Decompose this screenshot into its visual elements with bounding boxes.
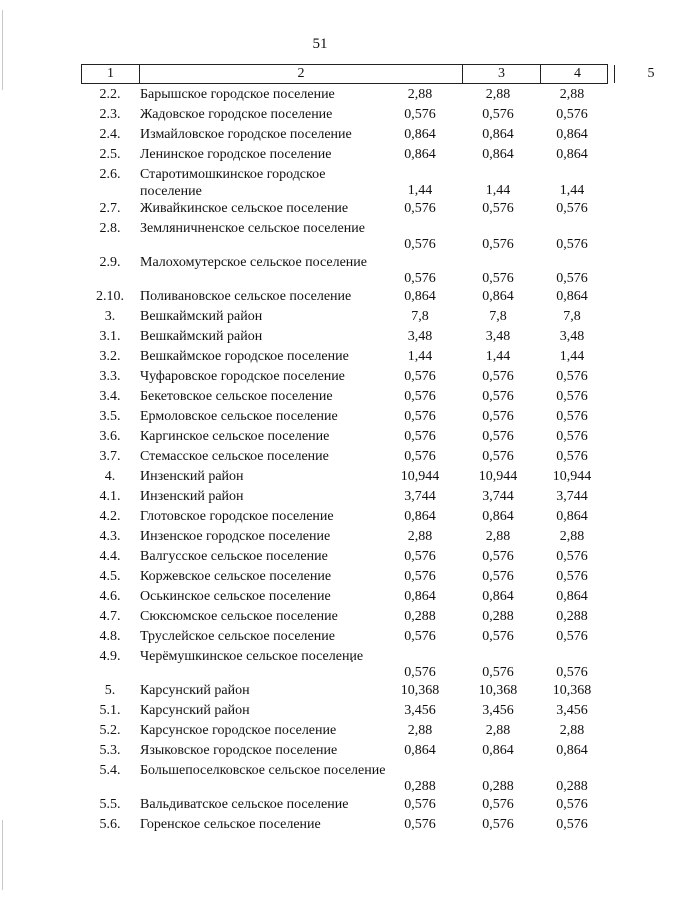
row-number: 5.3. — [99, 743, 121, 758]
value-col-5: 2,88 — [559, 87, 585, 102]
table-row — [0, 546, 640, 566]
row-number: 3.2. — [99, 349, 121, 364]
value-col-5: 1,44 — [559, 183, 585, 198]
settlement-name: Каргинское сельское поселение — [140, 429, 330, 444]
value-col-4: 0,576 — [482, 429, 514, 444]
value-col-3: 2,88 — [407, 723, 433, 738]
value-col-3: 0,576 — [404, 665, 436, 680]
value-col-5: 3,456 — [556, 703, 588, 718]
table-row — [0, 326, 640, 346]
value-col-3: 0,576 — [404, 429, 436, 444]
value-col-5: 2,88 — [559, 723, 585, 738]
settlement-name: Ленинское городское поселение — [140, 147, 332, 162]
settlement-name: Карсунский район — [140, 683, 250, 698]
table-row — [0, 144, 640, 164]
value-col-3: 3,48 — [407, 329, 433, 344]
value-col-5: 10,944 — [552, 469, 592, 484]
row-number: 4.8. — [99, 629, 121, 644]
value-col-3: 7,8 — [411, 309, 429, 324]
table-row — [0, 794, 640, 814]
table-row — [0, 486, 640, 506]
settlement-name: Карсунское городское поселение — [140, 723, 337, 738]
row-number: 3.6. — [99, 429, 121, 444]
value-col-5: 0,576 — [556, 369, 588, 384]
value-col-5: 0,576 — [556, 237, 588, 252]
value-col-3: 0,576 — [404, 449, 436, 464]
value-col-3: 0,576 — [404, 237, 436, 252]
table-row — [0, 626, 640, 646]
settlement-name: Инзенский район — [140, 489, 244, 504]
table-row — [0, 406, 640, 426]
value-col-5: 0,576 — [556, 629, 588, 644]
row-number: 3. — [104, 309, 116, 324]
value-col-5: 0,288 — [556, 779, 588, 794]
value-col-5: 0,576 — [556, 569, 588, 584]
settlement-name: Живайкинское сельское поселение — [140, 201, 349, 216]
table-row — [0, 526, 640, 546]
value-col-5: 0,576 — [556, 665, 588, 680]
table-row — [0, 164, 640, 198]
value-col-3: 0,864 — [404, 289, 436, 304]
value-col-4: 0,288 — [482, 779, 514, 794]
value-col-4: 0,288 — [482, 609, 514, 624]
header-cell-1: 1 — [82, 65, 140, 83]
settlement-name: Труслейское сельское поселение — [140, 629, 335, 644]
settlement-name: Вешкаймское городское поселение — [140, 349, 349, 364]
row-number: 4.7. — [99, 609, 121, 624]
table-row — [0, 198, 640, 218]
row-number: 4.6. — [99, 589, 121, 604]
value-col-4: 0,576 — [482, 665, 514, 680]
row-number: 4.5. — [99, 569, 121, 584]
value-col-5: 0,576 — [556, 271, 588, 286]
value-col-4: 0,576 — [482, 369, 514, 384]
value-col-3: 0,288 — [404, 779, 436, 794]
row-number: 2.3. — [99, 107, 121, 122]
value-col-5: 0,864 — [556, 147, 588, 162]
row-number: 2.8. — [99, 221, 121, 236]
settlement-name: Стемасское сельское поселение — [140, 449, 329, 464]
table-row — [0, 566, 640, 586]
value-col-5: 3,48 — [559, 329, 585, 344]
settlement-name: Оськинское сельское поселение — [140, 589, 331, 604]
table-row — [0, 366, 640, 386]
row-number: 2.6. — [99, 167, 121, 182]
value-col-5: 0,576 — [556, 549, 588, 564]
settlement-name: Горенское сельское поселение — [140, 817, 321, 832]
header-cell-3: 3 — [463, 65, 541, 83]
value-col-4: 0,576 — [482, 569, 514, 584]
value-col-3: 0,864 — [404, 127, 436, 142]
value-col-4: 0,576 — [482, 549, 514, 564]
value-col-4: 2,88 — [485, 87, 511, 102]
value-col-4: 1,44 — [485, 349, 511, 364]
table-row — [0, 606, 640, 626]
table-body — [0, 84, 640, 834]
settlement-name: Малохомутерское сельское поселение — [140, 255, 368, 270]
value-col-5: 3,744 — [556, 489, 588, 504]
table-row — [0, 466, 640, 486]
row-number: 5. — [104, 683, 116, 698]
value-col-4: 0,576 — [482, 449, 514, 464]
settlement-name: Вешкаймский район — [140, 329, 263, 344]
settlement-name: Поливановское сельское поселение — [140, 289, 352, 304]
row-number: 3.5. — [99, 409, 121, 424]
table-row — [0, 700, 640, 720]
row-number: 2.4. — [99, 127, 121, 142]
row-number: 5.5. — [99, 797, 121, 812]
row-number: 4.3. — [99, 529, 121, 544]
value-col-5: 0,864 — [556, 509, 588, 524]
page-number: 51 — [312, 36, 328, 52]
value-col-5: 0,576 — [556, 429, 588, 444]
value-col-3: 0,576 — [404, 629, 436, 644]
row-number: 4.4. — [99, 549, 121, 564]
value-col-3: 0,576 — [404, 201, 436, 216]
settlement-name: Глотовское городское поселение — [140, 509, 334, 524]
value-col-5: 0,288 — [556, 609, 588, 624]
value-col-5: 0,864 — [556, 289, 588, 304]
value-col-4: 0,576 — [482, 389, 514, 404]
table-row — [0, 446, 640, 466]
settlement-name: Коржевское сельское поселение — [140, 569, 332, 584]
value-col-4: 0,576 — [482, 271, 514, 286]
value-col-5: 0,576 — [556, 797, 588, 812]
value-col-5: 7,8 — [563, 309, 581, 324]
value-col-3: 1,44 — [407, 349, 433, 364]
value-col-5: 0,576 — [556, 201, 588, 216]
settlement-name: Валгусское сельское поселение — [140, 549, 328, 564]
settlement-name: Ермоловское сельское поселение — [140, 409, 338, 424]
header-cell-2: 2 — [140, 65, 463, 83]
table-row — [0, 506, 640, 526]
settlement-name: Инзенский район — [140, 469, 244, 484]
settlement-name: Сюксюмское сельское поселение — [140, 609, 338, 624]
row-number: 2.10. — [96, 289, 124, 304]
value-col-4: 0,576 — [482, 797, 514, 812]
value-col-5: 2,88 — [559, 529, 585, 544]
header-cell-5: 5 — [647, 66, 655, 81]
row-number: 5.2. — [99, 723, 121, 738]
value-col-3: 0,576 — [404, 569, 436, 584]
value-col-5: 10,368 — [552, 683, 592, 698]
value-col-4: 0,576 — [482, 201, 514, 216]
value-col-4: 0,864 — [482, 127, 514, 142]
row-number: 2.5. — [99, 147, 121, 162]
value-col-5: 0,576 — [556, 409, 588, 424]
settlement-name: Измайловское городское поселение — [140, 127, 352, 142]
table-row — [0, 680, 640, 700]
settlement-name: Вешкаймский район — [140, 309, 263, 324]
value-col-3: 0,576 — [404, 797, 436, 812]
value-col-3: 0,864 — [404, 743, 436, 758]
row-number: 4.9. — [99, 649, 121, 664]
value-col-3: 0,576 — [404, 817, 436, 832]
value-col-4: 0,576 — [482, 409, 514, 424]
value-col-3: 0,576 — [404, 271, 436, 286]
value-col-5: 0,576 — [556, 389, 588, 404]
row-number: 3.4. — [99, 389, 121, 404]
settlement-name: Бекетовское сельское поселение — [140, 389, 333, 404]
table-row — [0, 814, 640, 834]
value-col-3: 10,368 — [400, 683, 440, 698]
row-number: 3.1. — [99, 329, 121, 344]
table-row — [0, 740, 640, 760]
value-col-3: 0,864 — [404, 589, 436, 604]
value-col-4: 0,864 — [482, 743, 514, 758]
settlement-name: Инзенское городское поселение — [140, 529, 331, 544]
value-col-5: 0,576 — [556, 449, 588, 464]
table-row — [0, 386, 640, 406]
value-col-4: 0,576 — [482, 107, 514, 122]
table-row — [0, 646, 640, 680]
table-row — [0, 306, 640, 326]
settlement-name: Старотимошкинское городское поселение — [140, 167, 326, 199]
value-col-4: 10,944 — [478, 469, 518, 484]
value-col-4: 0,864 — [482, 589, 514, 604]
table-row — [0, 720, 640, 740]
value-col-3: 0,288 — [404, 609, 436, 624]
value-col-4: 0,864 — [482, 147, 514, 162]
settlement-name: Барышское городское поселение — [140, 87, 335, 102]
settlement-name: Земляничненское сельское поселение — [140, 221, 365, 236]
table-row — [0, 346, 640, 366]
table-row — [0, 286, 640, 306]
row-number: 5.6. — [99, 817, 121, 832]
value-col-3: 10,944 — [400, 469, 440, 484]
settlement-name: Вальдиватское сельское поселение — [140, 797, 349, 812]
row-number: 5.4. — [99, 763, 121, 778]
value-col-4: 10,368 — [478, 683, 518, 698]
value-col-3: 3,744 — [404, 489, 436, 504]
value-col-4: 0,576 — [482, 817, 514, 832]
value-col-4: 7,8 — [489, 309, 507, 324]
value-col-4: 2,88 — [485, 529, 511, 544]
row-number: 4.1. — [99, 489, 121, 504]
value-col-3: 0,576 — [404, 369, 436, 384]
table-row — [0, 84, 640, 104]
table-row — [0, 586, 640, 606]
value-col-3: 2,88 — [407, 529, 433, 544]
value-col-4: 3,456 — [482, 703, 514, 718]
settlement-name: Языковское городское поселение — [140, 743, 338, 758]
value-col-3: 2,88 — [407, 87, 433, 102]
value-col-3: 0,576 — [404, 409, 436, 424]
row-number: 2.7. — [99, 201, 121, 216]
value-col-5: 0,864 — [556, 589, 588, 604]
table-row — [0, 426, 640, 446]
table-row — [0, 218, 640, 252]
table-row — [0, 252, 640, 286]
row-number: 3.7. — [99, 449, 121, 464]
value-col-4: 3,744 — [482, 489, 514, 504]
value-col-4: 2,88 — [485, 723, 511, 738]
settlement-name: Черёмушкинское сельское поселение — [140, 649, 364, 664]
value-col-5: 0,576 — [556, 107, 588, 122]
row-number: 2.2. — [99, 87, 121, 102]
row-number: 4. — [104, 469, 116, 484]
value-col-3: 0,576 — [404, 549, 436, 564]
value-col-4: 3,48 — [485, 329, 511, 344]
value-col-5: 0,864 — [556, 127, 588, 142]
value-col-5: 0,576 — [556, 817, 588, 832]
value-col-3: 3,456 — [404, 703, 436, 718]
settlement-name: Чуфаровское городское поселение — [140, 369, 345, 384]
value-col-3: 0,576 — [404, 389, 436, 404]
row-number: 4.2. — [99, 509, 121, 524]
value-col-3: 0,576 — [404, 107, 436, 122]
value-col-4: 0,576 — [482, 629, 514, 644]
settlement-name: Жадовское городское поселение — [140, 107, 333, 122]
table-row — [0, 124, 640, 144]
settlement-name: Карсунский район — [140, 703, 250, 718]
row-number: 5.1. — [99, 703, 121, 718]
value-col-4: 0,576 — [482, 237, 514, 252]
row-number: 2.9. — [99, 255, 121, 270]
table-row — [0, 760, 640, 794]
header-cell-4: 4 — [541, 65, 615, 83]
value-col-5: 0,864 — [556, 743, 588, 758]
settlement-name: Большепоселковское сельское поселение — [140, 763, 386, 778]
value-col-3: 0,864 — [404, 147, 436, 162]
value-col-4: 1,44 — [485, 183, 511, 198]
value-col-4: 0,864 — [482, 289, 514, 304]
row-number: 3.3. — [99, 369, 121, 384]
value-col-3: 0,864 — [404, 509, 436, 524]
value-col-4: 0,864 — [482, 509, 514, 524]
table-header — [81, 64, 655, 84]
value-col-3: 1,44 — [407, 183, 433, 198]
value-col-5: 1,44 — [559, 349, 585, 364]
table-row — [0, 104, 640, 124]
